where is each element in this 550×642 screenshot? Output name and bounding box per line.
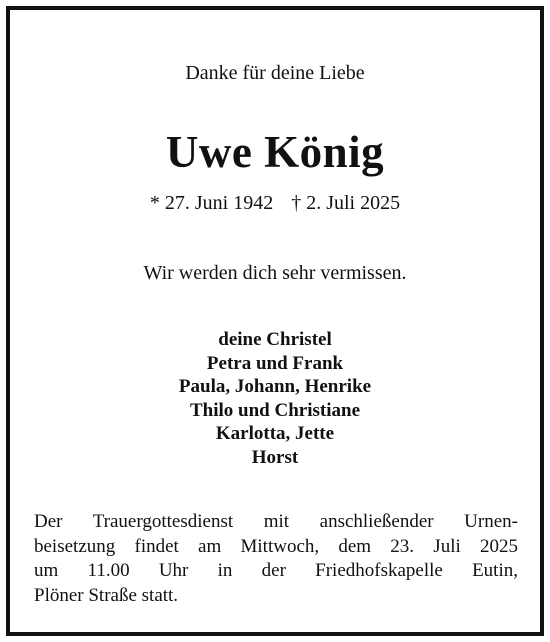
motto: Danke für deine Liebe <box>185 62 365 84</box>
funeral-service-info <box>34 510 518 608</box>
birth-date: * 27. Juni 1942 <box>149 192 274 214</box>
life-dates <box>0 192 550 215</box>
service-line: beisetzung findet am Mittwoch, dem 23. Juli 2025 <box>34 535 518 557</box>
mourners-list <box>0 328 550 469</box>
service-line: Der Trauergottesdienst mit anschließender Urnen- <box>34 511 518 532</box>
deceased-name: Uwe König <box>165 127 385 177</box>
mourner-name: Horst <box>251 446 299 468</box>
farewell-message: Wir werden dich sehr vermissen. <box>143 262 407 284</box>
mourner-name: Petra und Frank <box>206 352 344 374</box>
service-line: Plöner Straße statt. <box>34 584 179 606</box>
mourner-name: Karlotta, Jette <box>215 423 335 444</box>
mourner-name: Paula, Johann, Henrike <box>178 376 372 397</box>
mourner-name: deine Christel <box>218 329 332 350</box>
mourner-name: Thilo und Christiane <box>190 399 360 421</box>
death-date: † 2. Juli 2025 <box>291 192 401 214</box>
service-line: um 11.00 Uhr in der Friedhofskapelle Eutin, <box>34 560 518 581</box>
